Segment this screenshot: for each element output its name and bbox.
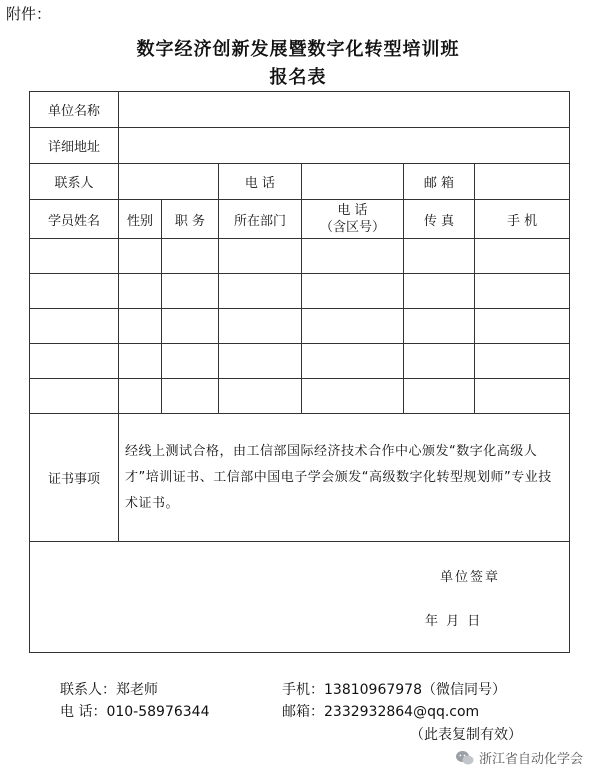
student-row (30, 344, 570, 379)
col-mobile-header: 手 机 (475, 200, 570, 239)
student-cell[interactable] (30, 379, 119, 414)
student-cell[interactable] (302, 344, 404, 379)
address-field[interactable] (119, 128, 570, 164)
student-cell[interactable] (302, 309, 404, 344)
phone-field[interactable] (302, 164, 404, 200)
contact-field[interactable] (119, 164, 219, 200)
student-cell[interactable] (119, 344, 162, 379)
student-cell[interactable] (219, 379, 302, 414)
signature-label: 单位签章 (440, 570, 501, 585)
brand-name: 浙江省自动化学会 (479, 752, 584, 767)
student-cell[interactable] (162, 274, 219, 309)
address-row (30, 128, 570, 164)
student-cell[interactable] (30, 309, 119, 344)
student-cell[interactable] (219, 309, 302, 344)
footer-email[interactable]: 邮箱：2332932864@qq.com (282, 704, 480, 720)
certificate-label: 证书事项 (30, 414, 119, 542)
col-phone-header (302, 200, 404, 239)
student-row (30, 274, 570, 309)
student-cell[interactable] (475, 344, 570, 379)
contact-row (30, 164, 570, 200)
student-cell[interactable] (119, 379, 162, 414)
student-cell[interactable] (119, 274, 162, 309)
student-cell[interactable] (162, 344, 219, 379)
org-name-field[interactable] (119, 92, 570, 128)
student-cell[interactable] (475, 309, 570, 344)
contact-label: 联系人 (30, 164, 119, 200)
student-cell[interactable] (302, 239, 404, 274)
brand-watermark (455, 748, 583, 767)
col-name-header: 学员姓名 (30, 200, 119, 239)
org-name-row (30, 92, 570, 128)
student-cell[interactable] (404, 344, 475, 379)
student-cell[interactable] (404, 379, 475, 414)
wechat-icon (455, 750, 475, 766)
student-cell[interactable] (162, 239, 219, 274)
student-cell[interactable] (162, 309, 219, 344)
date-label: 年 月 日 (425, 614, 483, 629)
col-position-header: 职 务 (162, 200, 219, 239)
footer-mobile: 手机：13810967978（微信同号） (282, 682, 506, 698)
form-subtitle: 报名表 (269, 67, 327, 88)
col-phone-header-line1: 电 话 (337, 203, 368, 218)
student-cell[interactable] (475, 274, 570, 309)
student-cell[interactable] (119, 309, 162, 344)
student-cell[interactable] (219, 274, 302, 309)
postcode-label: 邮 箱 (404, 164, 475, 200)
student-cell[interactable] (219, 344, 302, 379)
address-label: 详细地址 (30, 128, 119, 164)
student-cell[interactable] (475, 239, 570, 274)
student-row (30, 239, 570, 274)
student-header-row (30, 200, 570, 239)
student-row (30, 379, 570, 414)
student-cell[interactable] (219, 239, 302, 274)
attachment-label: 附件： (6, 5, 52, 23)
certificate-row (30, 414, 570, 542)
col-department-header: 所在部门 (219, 200, 302, 239)
col-gender-header: 性别 (119, 200, 162, 239)
student-cell[interactable] (30, 274, 119, 309)
student-row (30, 309, 570, 344)
student-cell[interactable] (302, 379, 404, 414)
registration-form (29, 91, 570, 653)
org-name-label: 单位名称 (30, 92, 119, 128)
student-cell[interactable] (404, 309, 475, 344)
footer-contact: 联系人：郑老师 (60, 682, 158, 698)
student-cell[interactable] (30, 344, 119, 379)
certificate-text: 经线上测试合格，由工信部国际经济技术合作中心颁发“数字化高级人才”培训证书、工信部中国电子学会颁发“高级数字化转型规划师”专业技术证书。 (119, 414, 570, 542)
student-cell[interactable] (302, 274, 404, 309)
student-cell[interactable] (162, 379, 219, 414)
footer-note: （此表复制有效） (410, 727, 522, 743)
footer-tel: 电 话：010-58976344 (60, 704, 210, 720)
student-cell[interactable] (404, 274, 475, 309)
postcode-field[interactable] (475, 164, 570, 200)
student-cell[interactable] (404, 239, 475, 274)
phone-label: 电 话 (219, 164, 302, 200)
signature-row (30, 542, 570, 653)
student-cell[interactable] (30, 239, 119, 274)
student-cell[interactable] (475, 379, 570, 414)
col-fax-header: 传 真 (404, 200, 475, 239)
student-cell[interactable] (119, 239, 162, 274)
col-phone-header-line2: （含区号） (319, 220, 385, 235)
signature-cell[interactable] (30, 542, 570, 653)
form-title: 数字经济创新发展暨数字化转型培训班 (136, 39, 460, 60)
